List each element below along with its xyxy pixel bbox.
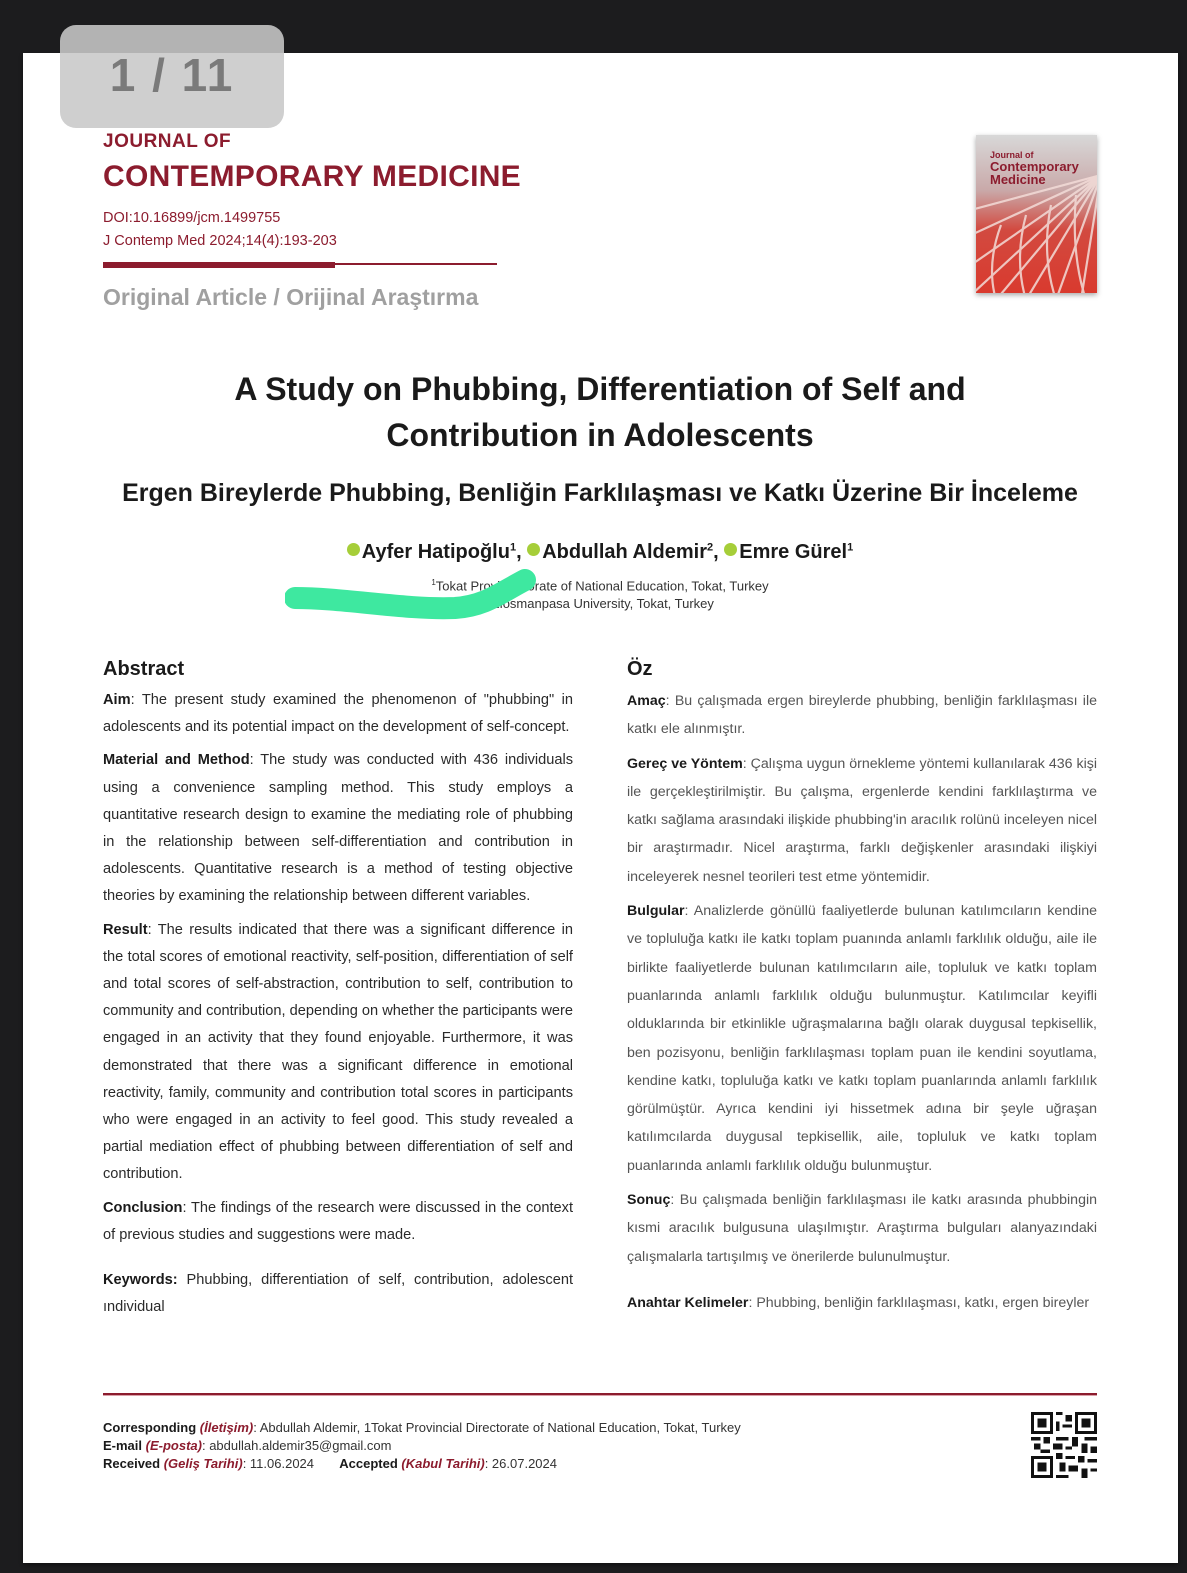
abstract-tr — [627, 658, 1097, 1323]
oz-amac: Amaç: Bu çalışmada ergen bireylerde phubbing, benliğin farklılaşması ile katkı ele alınmıştır. — [627, 693, 1098, 738]
author[interactable]: Ayfer Hatipoğlu$^1$ — [347, 541, 516, 563]
article-title-tr: Ergen Bireylerde Phubbing, Benliğin Farklılaşması ve Katkı Üzerine Bir İnceleme — [122, 479, 1078, 507]
author[interactable]: Emre Gürel$^1$ — [724, 541, 853, 563]
email-link[interactable]: : abdullah.aldemir35@gmail.com — [201, 1438, 392, 1453]
abstract-conclusion: Conclusion: The findings of the research were discussed in the context of previous studies and suggestions were made. — [103, 1199, 573, 1243]
orcid-icon[interactable] — [724, 543, 737, 556]
author-list: Ayfer Hatipoğlu$^1$, Abdullah Aldemir$^2$, Emre Gürel$^1$ — [300, 541, 900, 564]
corresponding-author: Corresponding (İletişim): Abdullah Aldemir, 1Tokat Provincial Directorate of National Education, Tokat, Turkey — [103, 1420, 741, 1435]
oz-gerec-yontem: Gereç ve Yöntem: Çalışma uygun örnekleme yöntemi kullanılarak 436 kişi ile gerçekleştirilmiştir. Bu çalışma, ergenlerde kendini farklılaştırma ve katkı sağlama arasındaki ilişkide phubbing'in aracılık rolünü inceleyen nicel bir araştırmadır. Nicel araştırma, farklı değişkenler arasındaki ilişkiyi inceleyerek nesnel teorileri test etme yöntemidir. — [627, 755, 1097, 885]
article-type: Original Article / Orijinal Araştırma — [103, 284, 479, 310]
footer-rule — [103, 1393, 1097, 1395]
article-title-en: A Study on Phubbing, Differentiation of Self and Contribution in Adolescents — [234, 371, 966, 453]
journal-name-line2: CONTEMPORARY MEDICINE — [103, 160, 521, 193]
journal-cover-image — [976, 135, 1097, 293]
author[interactable]: Abdullah Aldemir$^2$ — [527, 541, 713, 563]
doi[interactable]: DOI:10.16899/jcm.1499755 — [103, 210, 281, 226]
email: E-mail (E-posta): abdullah.aldemir35@gmail.com — [103, 1438, 392, 1453]
keywords-tr: Anahtar Kelimeler: Phubbing, benliğin farklılaşması, katkı, ergen bireyler — [627, 1294, 1090, 1311]
page-counter-badge — [60, 25, 284, 128]
page-counter-text: 1 / 11 — [109, 48, 235, 101]
journal-name-line1: JOURNAL OF — [103, 131, 232, 152]
abstract-en — [103, 658, 573, 1327]
dates: Received (Geliş Tarihi): 11.06.2024 Accepted (Kabul Tarihi): 26.07.2024 — [103, 1456, 557, 1471]
oz-bulgular: Bulgular: Analizlerde gönüllü faaliyetlerde bulunan katılımcıların kendine ve topluluğa katkı ile katkı toplam puanında anlamlı farklılık olduğu, aile ile birlikte faaliyetlerde bulunan katılımcıların aile, topluluk ve katkı toplam puanlarında anlamlı farklılık olduğu bulunmuştur. Katılımcılar keyifli olduklarında bir etkinlikle uğraşmalarına bağlı olarak duygusal tepkisellik, ben pozisyonu, benliğin farklılaşması toplam puan ile kendini soyutlama, kendine katkı, topluluğa katkı ve katkı toplam puanlarında anlamlı farklılık görülmüştür. Ayrıca kendini iyi hissetmek adına bir şeyle uğraşan katılımcılarda duygusal tepkisellik, aile, topluluk ve katkı toplam puanlarında anlamlı farklılık olduğu bulunmuştur. — [627, 903, 1097, 1174]
affiliation-1: $^1$Tokat Provinc ctorate of National Education, Tokat, Turkey — [431, 578, 769, 594]
abstract-method: Material and Method: The study was conducted with 436 individuals using a convenience sampling method. This study employs a quantitative research design to examine the mediating role of phubbing in the relationship between self-differentiation and contribution in adolescents. Quantitative research is a method of testing objective theories by examining the relationship between different variables. — [103, 752, 573, 905]
orcid-icon[interactable] — [527, 543, 540, 556]
qr-code-icon[interactable] — [1031, 1412, 1097, 1478]
keywords-en: Keywords: Phubbing, differentiation of self, contribution, adolescent ındividual — [103, 1272, 573, 1316]
oz-sonuc: Sonuç: Bu çalışmada benliğin farklılaşması ile katkı arasında phubbingin kısmi aracılık bulgusuna ulaşılmıştır. Araştırma bulguları alanyazındaki çalışmalarla tartışılmış ve önerilerde bulunulmuştur. — [627, 1192, 1098, 1265]
orcid-icon[interactable] — [347, 543, 360, 556]
header-rule-accent — [103, 262, 335, 268]
oz-heading: Öz — [627, 658, 653, 680]
abstract-heading: Abstract — [103, 658, 185, 680]
cover-title: Journal of Contemporary Medicine — [990, 150, 1079, 187]
affiliation-2: aziosmanpasa University, Tokat, Turkey — [486, 596, 714, 611]
abstract-result: Result: The results indicated that there was a significant difference in the total scores of emotional reactivity, self-position, differentiation of self and total scores of self-abstraction, contribution to self, contribution to community and contribution, depending on whether the participants were engaged in an activity that they found enjoyable. Furthermore, it was demonstrated that there was a significant difference in emotional reactivity, family, community and contribution total scores in participants who were engaged in an activity to feel good. This study revealed a partial mediation effect of phubbing between differentiation of self and contribution. — [103, 921, 573, 1183]
abstract-aim: Aim: The present study examined the phenomenon of "phubbing" in adolescents and its potential impact on the development of self-concept. — [103, 692, 573, 736]
citation: J Contemp Med 2024;14(4):193-203 — [103, 233, 337, 249]
highlighter-scribble — [285, 568, 540, 626]
